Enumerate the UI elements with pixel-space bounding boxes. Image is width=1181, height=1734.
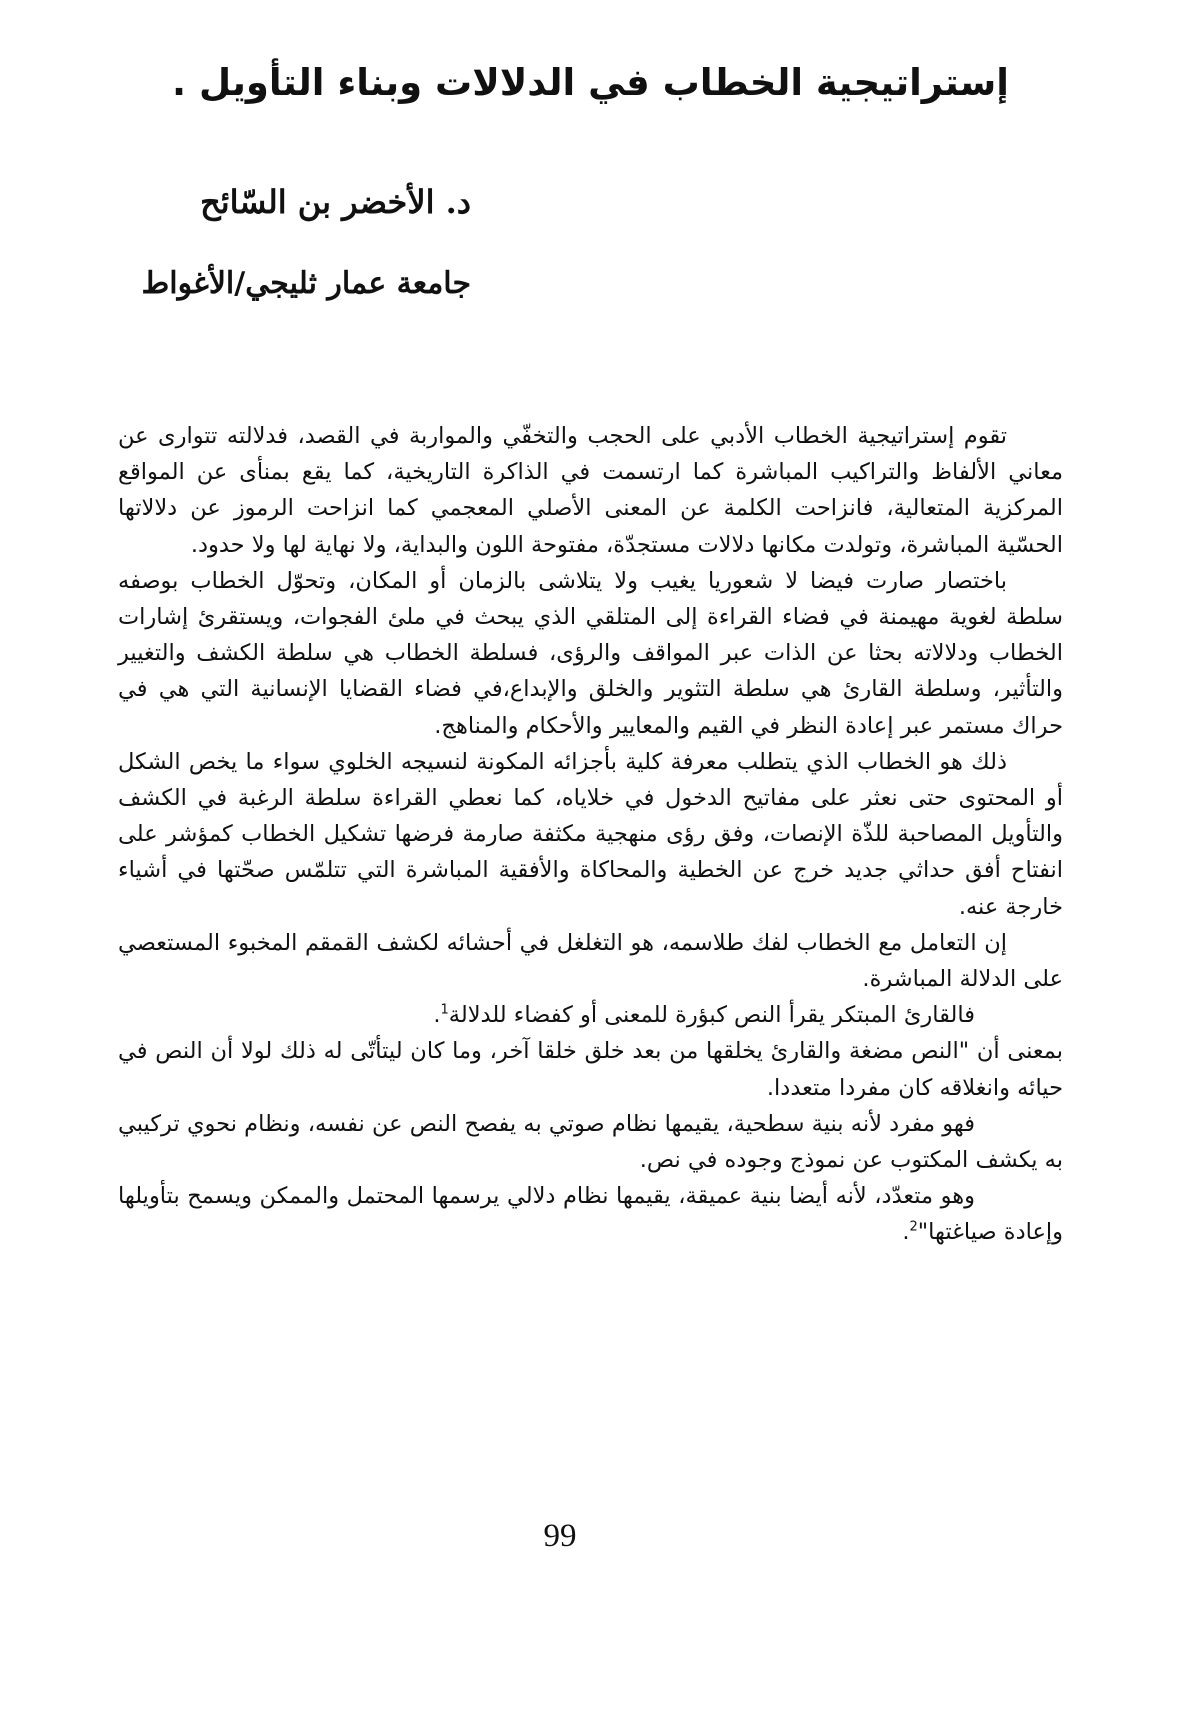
quote-paragraph: فهو مفرد لأنه بنية سطحية، يقيمها نظام صوتي به يفصح النص عن نفسه، ونظام نحوي تركيبي به يكشف المكتوب عن نموذج وجوده في نص. [118, 1110, 1063, 1174]
paragraph: تقوم إستراتيجية الخطاب الأدبي على الحجب والتخفّي والمواربة في القصد، فدلالته تتوارى عن معاني الألفاظ والتراكيب المباشرة كما ارتسمت في الذاكرة التاريخية، كما يقع بمنأى عن المواقع المركزية المتعالية، فانزاحت الكلمة عن المعنى الأصلي المعجمي كما انزاحت الرموز عن دلالاتها الحسّية المباشرة، وتولدت مكانها دلالات مستجدّة، مفتوحة اللون والبداية، ولا نهاية لها ولا حدود. [118, 423, 1063, 558]
quote-paragraph: بمعنى أن "النص مضغة والقارئ يخلقها من بعد خلق خلقا آخر، وما كان ليتأتّى له ذلك لولا أن النص في حيائه وانغلاقه كان مفردا متعددا. [118, 1038, 1063, 1101]
article-title: إستراتيجية الخطاب في الدلالات وبناء التأويل . [172, 61, 1009, 104]
quote-intro: فالقارئ المبتكر يقرأ النص كبؤرة للمعنى أو كفضاء للدلالة$^1$. [433, 1002, 975, 1029]
article-body [118, 418, 1063, 1251]
footnote-marker: 2 [909, 1219, 918, 1235]
quote-intro-text: فالقارئ المبتكر يقرأ النص كبؤرة للمعنى أو كفضاء للدلالة [448, 1002, 975, 1029]
author-name: د. الأخضر بن السّائح [200, 183, 471, 221]
quote-last-text: وهو متعدّد، لأنه أيضا بنية عميقة، يقيمها نظام دلالي يرسمها المحتمل والممكن ويسمح بتأويلها وإعادة صياغتها" [118, 1183, 1063, 1246]
quote-paragraph-last: وهو متعدّد، لأنه أيضا بنية عميقة، يقيمها نظام دلالي يرسمها المحتمل والممكن ويسمح بتأويلها وإعادة صياغتها"$^2$. [118, 1183, 1063, 1246]
footnote-marker: 1 [440, 1002, 449, 1018]
paragraph: إن التعامل مع الخطاب لفك طلاسمه، هو التغلغل في أحشائه لكشف القمقم المخبوء المستعصي على الدلالة المباشرة. [118, 929, 1063, 993]
page-number: 99 [543, 1518, 577, 1554]
paragraph: ذلك هو الخطاب الذي يتطلب معرفة كلية بأجزائه المكونة لنسيجه الخلوي سواء ما يخص الشكل أو المحتوى حتى نعثر على مفاتيح الدخول في خلاياه، كما نعطي القراءة سلطة الرغبة في الكشف والتأويل المصاحبة للذّة الإنصات، وفق رؤى منهجية مكثفة صارمة فرضها تشكيل الخطاب كمؤشر على انفتاح أفق حداثي جديد خرج عن الخطية والمحاكاة والأفقية المباشرة التي تتلمّس صحّتها في أشياء خارجة عنه. [118, 748, 1063, 920]
author-affiliation: جامعة عمار ثليجي/الأغواط [141, 266, 471, 301]
paragraph: باختصار صارت فيضا لا شعوريا يغيب ولا يتلاشى بالزمان أو المكان، وتحوّل الخطاب بوصفه سلطة لغوية مهيمنة في فضاء القراءة إلى المتلقي الذي يبحث في ملئ الفجوات، ويستقرئ إشارات الخطاب ودلالاته بحثا عن الذات عبر المواقف والرؤى، فسلطة الخطاب هي سلطة الكشف والتغيير والتأثير، وسلطة القارئ هي سلطة التثوير والخلق والإبداع،في فضاء القضايا الإنسانية التي هي في حراك مستمر عبر إعادة النظر في القيم والمعايير والأحكام والمناهج. [118, 567, 1063, 739]
